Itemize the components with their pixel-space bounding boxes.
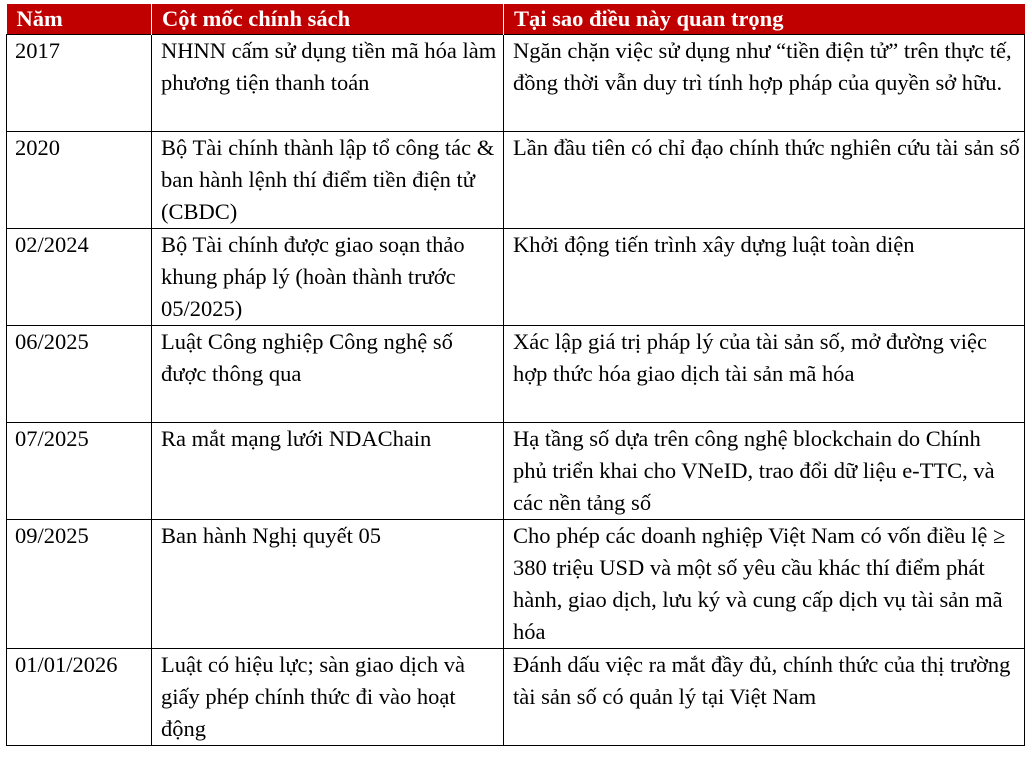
table-row: [7, 35, 1025, 132]
cell-milestone: Ra mắt mạng lưới NDAChain: [152, 423, 504, 520]
table-row: [7, 326, 1025, 423]
table-row: [7, 132, 1025, 229]
cell-why: Ngăn chặn việc sử dụng như “tiền điện tử” trên thực tế, đồng thời vẫn duy trì tính hợp pháp của quyền sở hữu.: [504, 35, 1025, 132]
cell-milestone: Ban hành Nghị quyết 05: [152, 520, 504, 649]
cell-milestone: Bộ Tài chính được giao soạn thảo khung pháp lý (hoàn thành trước 05/2025): [152, 229, 504, 326]
cell-why: Đánh dấu việc ra mắt đầy đủ, chính thức của thị trường tài sản số có quản lý tại Việt Nam: [504, 649, 1025, 746]
table-row: [7, 520, 1025, 649]
cell-why: Khởi động tiến trình xây dựng luật toàn diện: [504, 229, 1025, 326]
table-row: [7, 229, 1025, 326]
cell-year: 06/2025: [7, 326, 152, 423]
table-row: [7, 423, 1025, 520]
table-body: [7, 35, 1025, 746]
cell-year: 2017: [7, 35, 152, 132]
cell-milestone: Luật có hiệu lực; sàn giao dịch và giấy phép chính thức đi vào hoạt động: [152, 649, 504, 746]
header-milestone: Cột mốc chính sách: [152, 4, 504, 35]
cell-year: 02/2024: [7, 229, 152, 326]
cell-why: Lần đầu tiên có chỉ đạo chính thức nghiên cứu tài sản số: [504, 132, 1025, 229]
cell-year: 01/01/2026: [7, 649, 152, 746]
cell-year: 07/2025: [7, 423, 152, 520]
cell-why: Xác lập giá trị pháp lý của tài sản số, mở đường việc hợp thức hóa giao dịch tài sản mã hóa: [504, 326, 1025, 423]
header-year: Năm: [7, 4, 152, 35]
cell-milestone: Luật Công nghiệp Công nghệ số được thông qua: [152, 326, 504, 423]
cell-why: Hạ tầng số dựa trên công nghệ blockchain do Chính phủ triển khai cho VNeID, trao đổi dữ liệu e-TTC, và các nền tảng số: [504, 423, 1025, 520]
cell-milestone: Bộ Tài chính thành lập tổ công tác & ban hành lệnh thí điểm tiền điện tử (CBDC): [152, 132, 504, 229]
header-row: [7, 4, 1025, 35]
table-row: [7, 649, 1025, 746]
policy-milestones-table: [6, 4, 1025, 746]
table-header: [7, 4, 1025, 35]
cell-why: Cho phép các doanh nghiệp Việt Nam có vốn điều lệ ≥ 380 triệu USD và một số yêu cầu khác thí điểm phát hành, giao dịch, lưu ký và cung cấp dịch vụ tài sản mã hóa: [504, 520, 1025, 649]
header-why: Tại sao điều này quan trọng: [504, 4, 1025, 35]
cell-year: 2020: [7, 132, 152, 229]
cell-year: 09/2025: [7, 520, 152, 649]
cell-milestone: NHNN cấm sử dụng tiền mã hóa làm phương tiện thanh toán: [152, 35, 504, 132]
